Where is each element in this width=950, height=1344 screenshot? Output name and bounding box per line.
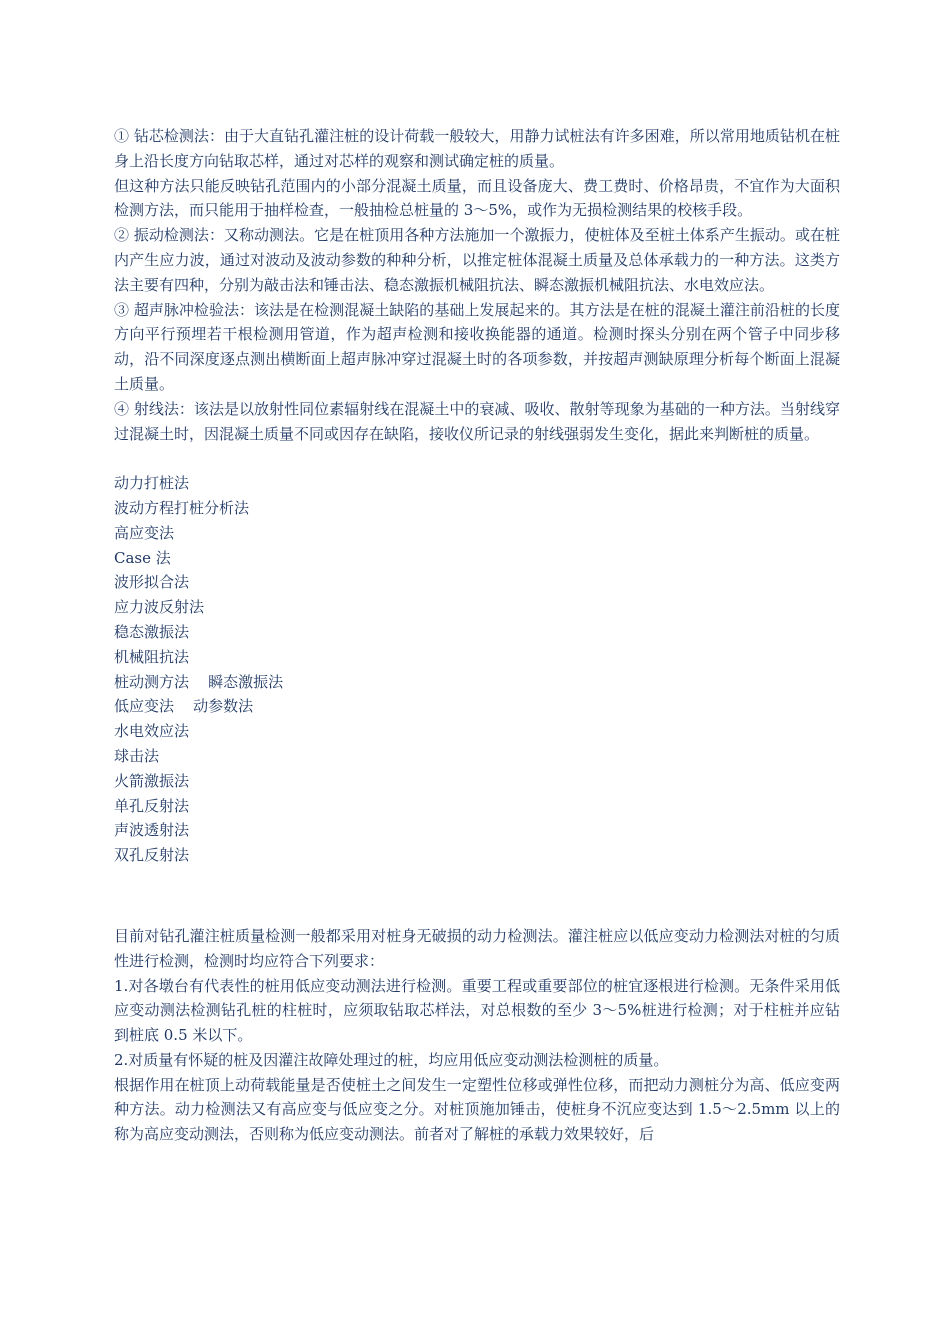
paragraph-strain-methods: 根据作用在桩顶上动荷载能量是否使桩土之间发生一定塑性位移或弹性位移，而把动力测桩分为高、低应变两种方法。动力检测法又有高应变与低应变之分。对桩顶施加锤击，使桩身不沉应变达到 1.5～2.5mm 以上的称为高应变动测法，否则称为低应变动测法。前者对了解桩的承载力效果较好，后: [114, 1075, 840, 1144]
list-item: Case 法: [114, 548, 171, 567]
paragraph-dynamic-intro: 目前对钻孔灌注桩质量检测一般都采用对桩身无破损的动力检测法。灌注桩应以低应变动力检测法对桩的匀质性进行检测，检测时均应符合下列要求：: [114, 926, 840, 970]
document-body: [114, 124, 840, 1147]
paragraph-core-drilling: ① 钻芯检测法：由于大直钻孔灌注桩的设计荷载一般较大，用静力试桩法有许多困难，所以常用地质钻机在桩身上沿长度方向钻取芯样，通过对芯样的观察和测试确定桩的质量。: [114, 127, 840, 170]
paragraph-radiation-method: ④ 射线法：该法是以放射性同位素辐射线在混凝土中的衰减、吸收、散射等现象为基础的一种方法。当射线穿过混凝土时，因混凝土质量不同或因存在缺陷，接收仪所记录的射线强弱发生变化，据此来判断桩的质量。: [114, 399, 840, 443]
list-item: 波动方程打桩分析法: [114, 498, 250, 517]
list-item: 单孔反射法: [114, 796, 190, 815]
paragraph-core-drilling-limits: 但这种方法只能反映钻孔范围内的小部分混凝土质量，而且设备庞大、费工费时、价格昂贵，不宜作为大面积检测方法，而只能用于抽样检查，一般抽检总桩量的 3～5%，或作为无损检测结果的校核手段。: [114, 176, 840, 220]
list-item: 机械阻抗法: [114, 647, 190, 666]
list-item: 球击法: [114, 746, 160, 765]
list-item: 声波透射法: [114, 821, 190, 840]
paragraph-requirement-1: 1.对各墩台有代表性的桩用低应变动测法进行检测。重要工程或重要部位的桩宜逐根进行检测。无条件采用低应变动测法检测钻孔桩的柱桩时，应须取钻取芯样法，对总根数的至少 3～5%桩进行检测；对于柱桩并应钻到桩底 0.5 米以下。: [114, 976, 840, 1045]
list-item: 稳态激振法: [114, 622, 190, 641]
list-item: 双孔反射法: [114, 846, 190, 865]
list-item: 波形拟合法: [114, 573, 190, 592]
list-item: 动力打桩法: [114, 474, 190, 493]
list-item: 桩动测方法 瞬态激振法: [114, 672, 284, 691]
list-item: 火箭激振法: [114, 771, 190, 790]
paragraph-ultrasonic-method: ③ 超声脉冲检验法：该法是在检测混凝土缺陷的基础上发展起来的。其方法是在桩的混凝土灌注前沿桩的长度方向平行预埋若干根检测用管道，作为超声检测和接收换能器的通道。检测时探头分别在两个管子中同步移动，沿不同深度逐点测出横断面上超声脉冲穿过混凝土时的各项参数，并按超声测缺原理分析每个断面上混凝土质量。: [114, 300, 840, 393]
list-item: 高应变法: [114, 523, 175, 542]
list-item: 应力波反射法: [114, 598, 205, 617]
blank-line: [114, 446, 840, 471]
paragraph-requirement-2: 2.对质量有怀疑的桩及因灌注故障处理过的桩，均应用低应变动测法检测桩的质量。: [114, 1050, 669, 1069]
section-dynamic-testing: [114, 924, 840, 1147]
method-list: [114, 471, 840, 868]
paragraph-vibration-method: ② 振动检测法：又称动测法。它是在桩顶用各种方法施加一个激振力，使桩体及至桩土体系产生振动。或在桩内产生应力波，通过对波动及波动参数的种种分析，以推定桩体混凝土质量及总体承载力的一种方法。这类方法主要有四种，分别为敲击法和锤击法、稳态激振机械阻抗法、瞬态激振机械阻抗法、水电效应法。: [114, 226, 840, 294]
blank-lines: [114, 868, 840, 924]
list-item: 低应变法 动参数法: [114, 697, 254, 716]
section-detection-methods: [114, 124, 840, 446]
list-item: 水电效应法: [114, 722, 190, 741]
